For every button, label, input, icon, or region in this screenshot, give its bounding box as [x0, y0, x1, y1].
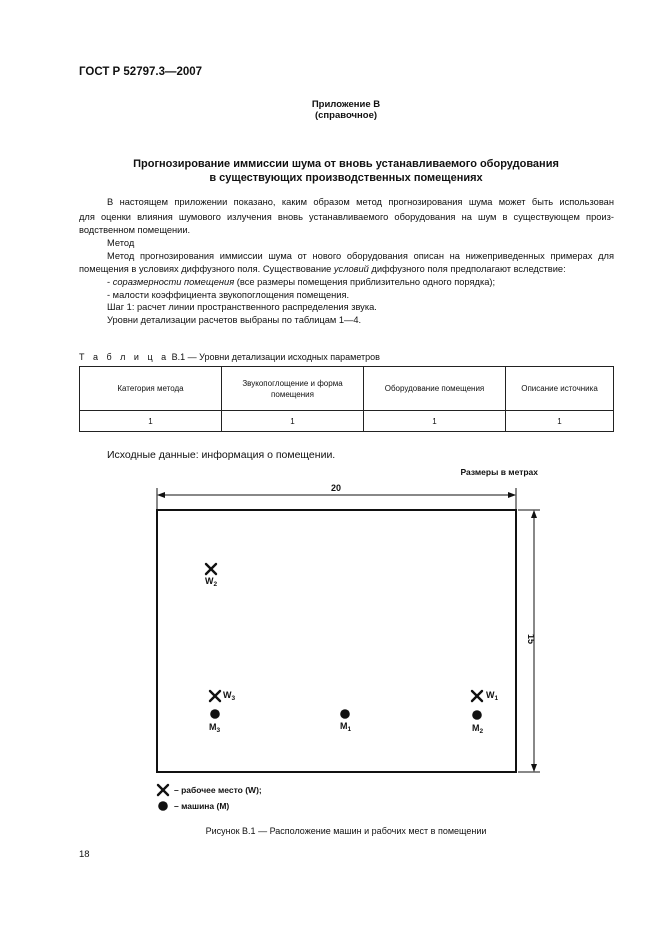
- bullet-1-dash: -: [107, 277, 111, 287]
- source-data-heading: Исходные данные: информация о помещении.: [107, 449, 336, 461]
- table-cell: 1: [222, 411, 364, 432]
- table-header-cell: Категория метода: [80, 367, 222, 411]
- label-m2: $M_2$: [472, 723, 484, 735]
- bullet-2: - малости коэффициента звукопоглощения помещения.: [107, 290, 350, 300]
- units-note: Размеры в метрах: [460, 467, 538, 477]
- label-m3: $M_3$: [209, 722, 221, 734]
- table-cell: 1: [80, 411, 222, 432]
- workplace-w1-icon: [472, 691, 482, 701]
- machine-m3-icon: [210, 709, 220, 719]
- p2-emphasis: условий: [333, 264, 369, 274]
- annex-title: Приложение В: [311, 99, 381, 110]
- paragraph-1-line3: водственном помещении.: [79, 225, 191, 235]
- legend-machine-icon: [158, 801, 168, 811]
- levels-note: Уровни детализации расчетов выбраны по таблицам 1—4.: [107, 315, 362, 325]
- step-1: Шаг 1: расчет линии пространственного распределения звука.: [107, 302, 377, 312]
- table-cell: 1: [364, 411, 506, 432]
- legend-workplace: – рабочее место (W);: [174, 785, 262, 795]
- standard-header: ГОСТ Р 52797.3—2007: [79, 66, 203, 78]
- label-m1: $M_1$: [340, 721, 352, 733]
- bullet-1-rest: (все размеры помещения приблизительно одного порядка);: [234, 277, 496, 287]
- table-header-cell: Звукопоглощение и форма помещения: [222, 367, 364, 411]
- height-label: 15: [526, 634, 536, 645]
- section-title-line2: в существующих производственных помещениях: [209, 172, 483, 184]
- table-header-cell: Описание источника: [506, 367, 614, 411]
- machine-m2-icon: [472, 710, 482, 720]
- method-label: Метод: [107, 238, 135, 248]
- workplace-w2-icon: [206, 564, 216, 574]
- table-caption-text: В.1 — Уровни детализации исходных параметров: [171, 352, 380, 362]
- width-label: 20: [331, 483, 342, 493]
- table-cell: 1: [506, 411, 614, 432]
- table-header-cell: Оборудование помещения: [364, 367, 506, 411]
- label-w3: $W_3$: [223, 690, 236, 702]
- bullet-1-emphasis: соразмерности помещения: [112, 277, 235, 287]
- p2-text-b: диффузного поля предполагают вследствие:: [368, 264, 566, 274]
- p2-text-a: помещения в условиях диффузного поля. Существование: [79, 264, 334, 274]
- annex-type: (справочное): [314, 110, 378, 121]
- workplace-w3-icon: [210, 691, 220, 701]
- table-caption-label: Т а б л и ц а: [79, 352, 170, 362]
- page-number: 18: [79, 849, 90, 860]
- label-w2: $W_2$: [205, 576, 218, 588]
- paragraph-1-line2: для оценки влияния шумового излучения вновь устанавливаемого оборудования на шум в существующем произ-: [79, 212, 614, 222]
- machine-m1-icon: [340, 709, 350, 719]
- legend-workplace-icon: [158, 785, 168, 795]
- legend-machine: – машина (M): [174, 801, 230, 811]
- paragraph-2-line1: Метод прогнозирования иммиссии шума от нового оборудования описан на нижеприведенных примерах для: [107, 251, 614, 261]
- figure-caption: Рисунок В.1 — Расположение машин и рабочих мест в помещении: [205, 826, 487, 836]
- section-title-line1: Прогнозирование иммиссии шума от вновь устанавливаемого оборудования: [133, 158, 559, 170]
- label-w1: $W_1$: [486, 690, 499, 702]
- paragraph-1-line1: В настоящем приложении показано, каким образом метод прогнозирования шума может быть использован: [107, 197, 614, 207]
